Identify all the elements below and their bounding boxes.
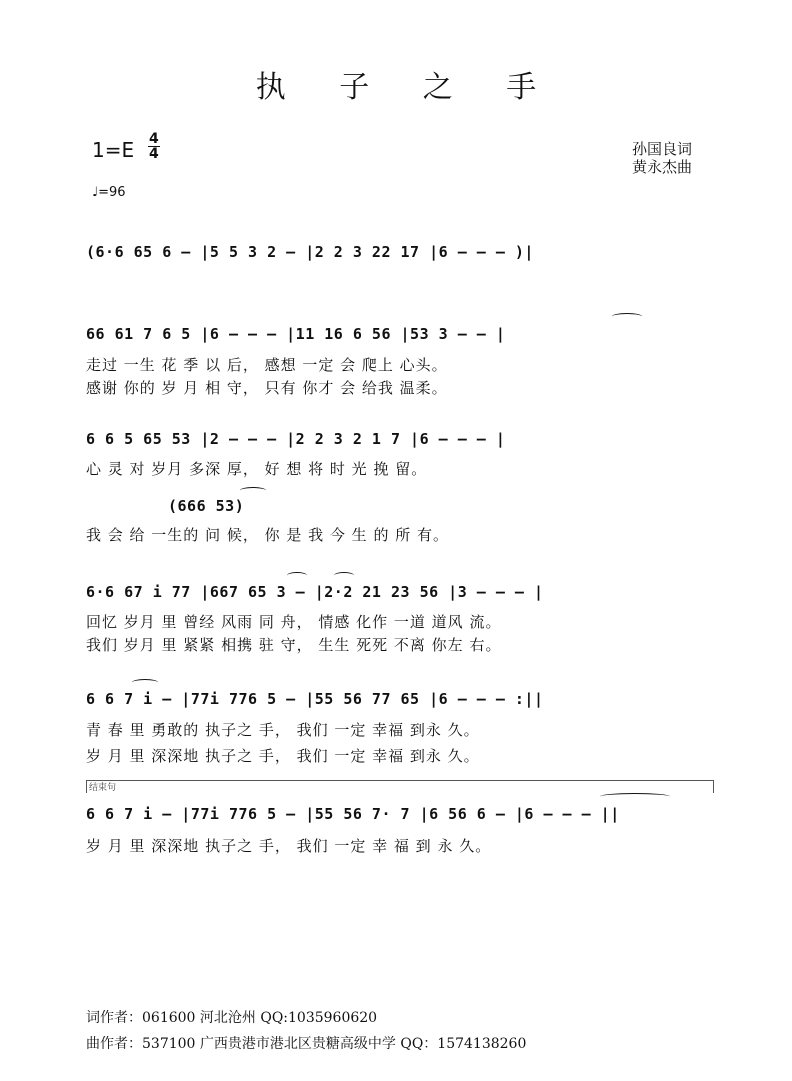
system-4-lyrics-verse-2: 我们 岁月 里 紧紧 相携 驻 守， 生生 死死 不离 你左 右。 — [86, 636, 502, 654]
system-4-lyrics-verse-1: 回忆 岁月 里 曾经 风雨 同 舟， 情感 化作 一道 道风 流。 — [86, 613, 502, 631]
slur-mark — [600, 793, 670, 800]
meter-top: 4 — [149, 131, 159, 147]
intro-notation: (6·6 65 6 – |5 5 3 2 – |2 2 3 22 17 |6 – – – )| — [86, 243, 534, 261]
song-title: 执 子 之 手 — [255, 70, 559, 105]
system-5-lyrics-verse-2: 岁 月 里 深深地 执子之 手， 我们 一定 幸福 到永 久。 — [86, 747, 480, 765]
system-2-notation: 6 6 5 65 53 |2 – – – |2 2 3 2 1 7 |6 – – – | — [86, 430, 506, 448]
slur-mark — [334, 572, 354, 579]
lyricist-contact: 词作者：061600 河北沧州 QQ:1035960620 — [86, 1010, 378, 1026]
composer-credit: 黄永杰曲 — [632, 158, 693, 176]
slur-mark — [240, 487, 266, 494]
slur-mark — [132, 679, 158, 686]
slur-mark — [612, 313, 642, 320]
ending-bracket — [86, 780, 714, 793]
system-1-lyrics-verse-2: 感谢 你的 岁 月 相 守， 只有 你才 会 给我 温柔。 — [86, 379, 448, 397]
system-5-lyrics-verse-1: 青 春 里 勇敢的 执子之 手， 我们 一定 幸福 到永 久。 — [86, 721, 480, 739]
slur-mark — [287, 572, 307, 579]
composer-contact: 曲作者：537100 广西贵港市港北区贵糖高级中学 QQ：1574138260 — [86, 1036, 527, 1052]
ending-label: 结束句 — [89, 783, 117, 793]
system-6-notation: 6 6 7 i – |77i 776 5 – |55 56 7· 7 |6 56 6 – |6 – – – || — [86, 805, 620, 823]
system-2-lyrics: 心 灵 对 岁月 多深 厚， 好 想 将 时 光 挽 留。 — [86, 460, 428, 478]
key-signature: 1=E — [92, 138, 135, 162]
system-1-notation: 66 61 7 6 5 |6 – – – |11 16 6 56 |53 3 – – | — [86, 325, 506, 343]
tempo-marking: ♩=96 — [92, 185, 126, 200]
time-signature — [148, 132, 160, 161]
lyricist-credit: 孙国良词 — [632, 140, 693, 158]
system-1-lyrics-verse-1: 走过 一生 花 季 以 后， 感想 一定 会 爬上 心头。 — [86, 356, 448, 374]
system-4-notation: 6·6 67 i 77 |667 65 3 – |2·2 21 23 56 |3 – – – | — [86, 583, 544, 601]
system-3-lyrics: 我 会 给 一生的 问 候， 你 是 我 今 生 的 所 有。 — [86, 526, 449, 544]
system-6-lyrics: 岁 月 里 深深地 执子之 手， 我们 一定 幸 福 到 永 久。 — [86, 837, 492, 855]
system-5-notation: 6 6 7 i – |77i 776 5 – |55 56 77 65 |6 – – – :|| — [86, 690, 544, 708]
system-3-notation: (666 53) — [168, 497, 245, 515]
meter-bottom: 4 — [149, 146, 159, 162]
